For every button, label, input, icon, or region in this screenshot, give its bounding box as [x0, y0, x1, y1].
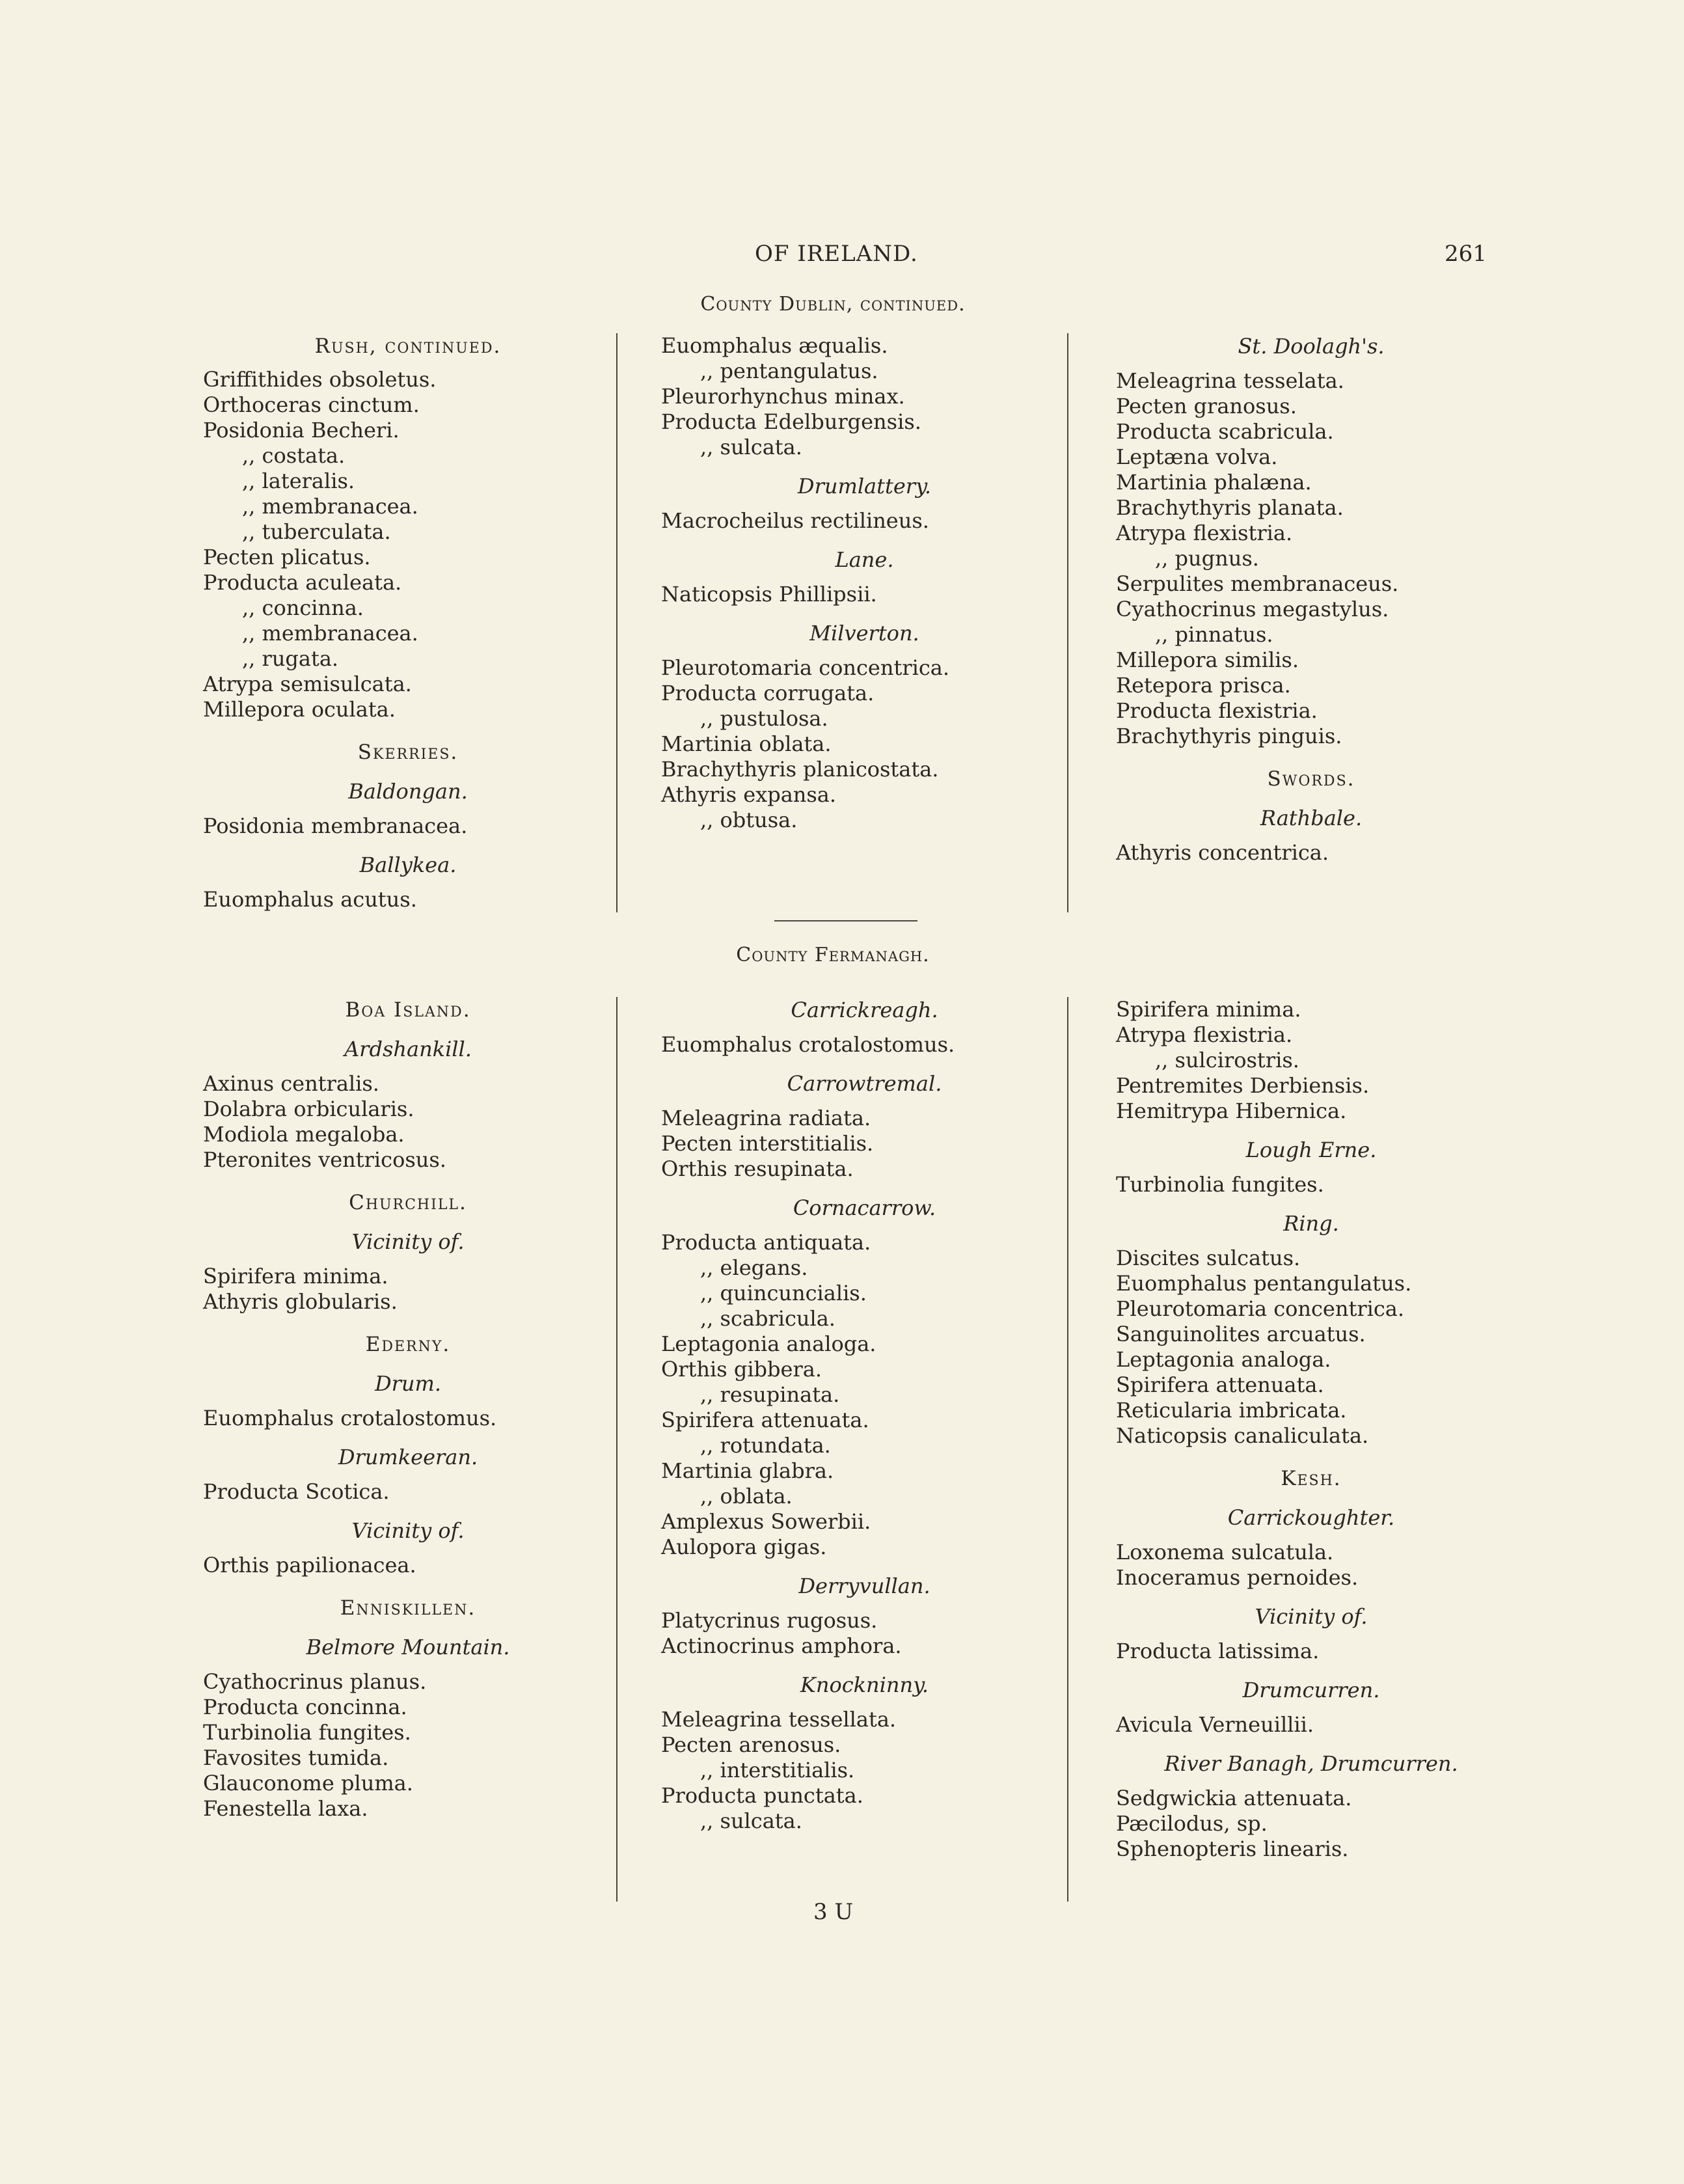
column-2: [661, 333, 1068, 912]
species-entry: Meleagrina tesselata.: [1116, 368, 1344, 393]
species-entry: Loxonema sulcatula.: [1116, 1540, 1334, 1564]
column-rule: [616, 333, 618, 912]
species-entry: Martinia phalæna.: [1116, 470, 1312, 495]
section-county-fermanagh: [0, 944, 1684, 1907]
running-head: OF IRELAND.: [755, 241, 918, 267]
species-entry: Favosites tumida.: [203, 1745, 389, 1770]
species-entry: Atrypa flexistria.: [1116, 521, 1293, 545]
species-entry: Pecten plicatus.: [203, 545, 371, 569]
columns: [0, 333, 1684, 912]
species-entry: Producta Scotica.: [203, 1479, 390, 1504]
place-heading: Baldongan.: [348, 779, 468, 804]
locality-heading: Enniskillen.: [340, 1596, 476, 1620]
place-heading: Carrickoughter.: [1227, 1505, 1395, 1530]
species-entry: Euomphalus crotalostomus.: [661, 1032, 955, 1057]
species-entry: Euomphalus pentangulatus.: [1116, 1271, 1412, 1296]
species-entry: Brachythyris planata.: [1116, 495, 1344, 520]
species-entry: Aulopora gigas.: [661, 1535, 827, 1559]
species-entry: Leptagonia analoga.: [1116, 1347, 1331, 1372]
species-entry: Orthis papilionacea.: [203, 1553, 416, 1577]
species-entry: Orthis resupinata.: [661, 1156, 854, 1181]
place-heading: Carrickreagh.: [791, 998, 938, 1022]
place-heading: Drumlattery.: [797, 474, 932, 498]
place-heading: Ardshankill.: [344, 1037, 472, 1061]
species-entry: Cyathocrinus planus.: [203, 1669, 427, 1694]
species-entry: Dolabra orbicularis.: [203, 1097, 414, 1121]
species-entry: Griffithides obsoletus.: [203, 367, 437, 392]
species-entry: Posidonia Becheri.: [203, 418, 400, 443]
species-entry-ditto: ,, concinna.: [242, 595, 364, 620]
species-entry: Discites sulcatus.: [1116, 1246, 1301, 1270]
species-entry-ditto: ,, resupinata.: [700, 1382, 840, 1407]
column-1: [203, 997, 613, 1902]
place-heading: Milverton.: [809, 621, 919, 646]
species-entry-ditto: ,, elegans.: [700, 1255, 808, 1280]
species-entry: Retepora prisca.: [1116, 673, 1291, 698]
species-entry-ditto: ,, pustulosa.: [700, 706, 828, 731]
species-entry-ditto: ,, costata.: [242, 443, 346, 468]
place-heading: Ring.: [1283, 1211, 1339, 1236]
species-entry: Atrypa semisulcata.: [203, 672, 412, 696]
species-entry: Amplexus Sowerbii.: [661, 1509, 871, 1534]
locality-heading: Boa Island.: [345, 998, 471, 1022]
section-heading: County Fermanagh.: [736, 944, 930, 966]
place-heading: Cornacarrow.: [793, 1195, 936, 1220]
species-entry: Euomphalus crotalostomus.: [203, 1406, 497, 1430]
species-entry: Spirifera minima.: [203, 1264, 388, 1289]
species-entry: Euomphalus æqualis.: [661, 333, 888, 358]
column-rule: [1067, 997, 1068, 1902]
species-entry: Actinocrinus amphora.: [661, 1633, 902, 1658]
species-entry: Brachythyris planicostata.: [661, 757, 939, 782]
species-entry: Pleurotomaria concentrica.: [661, 655, 950, 680]
place-heading: Vicinity of.: [1255, 1604, 1368, 1629]
place-heading: Knockninny.: [800, 1672, 929, 1697]
species-entry: Sphenopteris linearis.: [1116, 1836, 1349, 1861]
species-entry: Meleagrina radiata.: [661, 1106, 871, 1130]
species-entry-ditto: ,, pentangulatus.: [700, 359, 878, 383]
species-entry-ditto: ,, tuberculata.: [242, 519, 391, 544]
species-entry: Martinia oblata.: [661, 731, 832, 756]
species-entry: Serpulites membranaceus.: [1116, 571, 1399, 596]
species-entry: Atrypa flexistria.: [1116, 1022, 1293, 1047]
species-entry: Sedgwickia attenuata.: [1116, 1786, 1352, 1810]
species-entry-ditto: ,, membranacea.: [242, 621, 418, 646]
species-entry: Fenestella laxa.: [203, 1796, 368, 1821]
species-entry: Spirifera attenuata.: [1116, 1372, 1324, 1397]
species-entry: Pecten granosus.: [1116, 394, 1297, 418]
species-entry: Reticularia imbricata.: [1116, 1398, 1347, 1423]
species-entry: Hemitrypa Hibernica.: [1116, 1099, 1347, 1123]
species-entry: Producta corrugata.: [661, 681, 875, 705]
species-entry: Euomphalus acutus.: [203, 887, 417, 912]
species-entry: Producta aculeata.: [203, 570, 402, 595]
species-entry: Modiola megaloba.: [203, 1122, 405, 1147]
species-entry-ditto: ,, rotundata.: [700, 1433, 831, 1458]
section-separator: [774, 920, 917, 921]
column-rule: [616, 997, 618, 1902]
place-heading: Lane.: [835, 547, 894, 572]
species-entry: Pteronites ventricosus.: [203, 1147, 446, 1172]
place-heading: Lough Erne.: [1245, 1138, 1377, 1162]
species-entry: Pentremites Derbiensis.: [1116, 1073, 1370, 1098]
section-county-dublin: [0, 293, 1684, 918]
locality-heading: Swords.: [1267, 767, 1355, 791]
species-entry: Meleagrina tessellata.: [661, 1707, 897, 1732]
species-entry-ditto: ,, sulcata.: [700, 435, 802, 459]
place-heading: Carrowtremal.: [787, 1071, 942, 1096]
species-entry: Inoceramus pernoides.: [1116, 1565, 1359, 1590]
species-entry: Sanguinolites arcuatus.: [1116, 1322, 1366, 1346]
species-entry-ditto: ,, scabricula.: [700, 1306, 835, 1331]
locality-heading: Churchill.: [349, 1191, 467, 1214]
species-entry: Pecten interstitialis.: [661, 1131, 874, 1156]
species-entry-ditto: ,, membranacea.: [242, 494, 418, 519]
species-entry: Cyathocrinus megastylus.: [1116, 597, 1389, 621]
species-entry: Orthis gibbera.: [661, 1357, 822, 1382]
place-heading: Belmore Mountain.: [306, 1635, 510, 1659]
species-entry: Leptæna volva.: [1116, 444, 1278, 469]
species-entry: Producta antiquata.: [661, 1230, 871, 1255]
species-entry: Avicula Verneuillii.: [1116, 1712, 1314, 1737]
species-entry: Producta scabricula.: [1116, 419, 1334, 444]
species-entry: Glauconome pluma.: [203, 1771, 413, 1795]
column-3: [1116, 333, 1506, 912]
species-entry-ditto: ,, sulcirostris.: [1155, 1048, 1299, 1072]
place-heading: St. Doolagh's.: [1238, 334, 1385, 359]
species-entry: Spirifera attenuata.: [661, 1408, 869, 1432]
columns: [0, 997, 1684, 1902]
species-entry: Turbinolia fungites.: [203, 1720, 411, 1745]
species-entry: Athyris globularis.: [203, 1289, 398, 1314]
species-entry: Pleurorhynchus minax.: [661, 384, 905, 409]
place-heading: Ballykea.: [359, 853, 457, 877]
species-entry-ditto: ,, obtusa.: [700, 808, 798, 832]
species-entry: Platycrinus rugosus.: [661, 1608, 878, 1633]
place-heading: Derryvullan.: [798, 1574, 930, 1598]
locality-heading: Kesh.: [1281, 1467, 1342, 1490]
section-heading: County Dublin, continued.: [700, 293, 966, 316]
species-entry: Athyris concentrica.: [1116, 840, 1329, 865]
column-1: [203, 333, 613, 912]
species-entry: Axinus centralis.: [203, 1071, 379, 1096]
species-entry-ditto: ,, pinnatus.: [1155, 622, 1273, 647]
place-heading: Vicinity of.: [351, 1518, 465, 1543]
column-3: [1116, 997, 1506, 1902]
column-rule: [1067, 333, 1068, 912]
species-entry-ditto: ,, interstitialis.: [700, 1758, 855, 1782]
species-entry-ditto: ,, rugata.: [242, 646, 339, 671]
species-entry: Naticopsis canaliculata.: [1116, 1423, 1369, 1448]
species-entry: Martinia glabra.: [661, 1458, 834, 1483]
column-2: [661, 997, 1068, 1902]
species-entry-ditto: ,, pugnus.: [1155, 546, 1259, 571]
species-entry: Spirifera minima.: [1116, 997, 1301, 1022]
place-heading: Vicinity of.: [351, 1229, 465, 1254]
place-heading: River Banagh, Drumcurren.: [1164, 1751, 1458, 1776]
species-entry: Macrocheilus rectilineus.: [661, 508, 929, 533]
locality-heading: Ederny.: [365, 1333, 451, 1356]
species-entry: Leptagonia analoga.: [661, 1331, 876, 1356]
place-heading: Drum.: [374, 1371, 442, 1396]
species-entry: Pleurotomaria concentrica.: [1116, 1296, 1405, 1321]
species-entry: Posidonia membranacea.: [203, 813, 468, 838]
species-entry: Producta latissima.: [1116, 1639, 1320, 1663]
species-entry-ditto: ,, sulcata.: [700, 1809, 802, 1833]
species-entry: Turbinolia fungites.: [1116, 1172, 1324, 1197]
place-heading: Drumcurren.: [1242, 1678, 1380, 1702]
species-entry-ditto: ,, quincuncialis.: [700, 1281, 867, 1305]
species-entry: Producta concinna.: [203, 1695, 407, 1719]
species-entry: Orthoceras cinctum.: [203, 392, 420, 417]
page-header: [0, 241, 1684, 273]
species-entry: Athyris expansa.: [661, 782, 837, 807]
locality-heading: Skerries.: [357, 741, 459, 764]
species-entry-ditto: ,, oblata.: [700, 1484, 793, 1508]
species-entry: Millepora oculata.: [203, 697, 396, 722]
species-entry: Producta flexistria.: [1116, 698, 1318, 723]
locality-heading: Rush, continued.: [314, 334, 502, 358]
signature-mark: 3 U: [813, 1899, 854, 1925]
place-heading: Rathbale.: [1260, 806, 1363, 830]
species-entry: Pecten arenosus.: [661, 1732, 841, 1757]
species-entry: Producta Edelburgensis.: [661, 409, 921, 434]
species-entry: Pæcilodus, sp.: [1116, 1811, 1268, 1836]
place-heading: Drumkeeran.: [338, 1445, 478, 1469]
species-entry: Millepora similis.: [1116, 648, 1299, 672]
species-entry-ditto: ,, lateralis.: [242, 469, 355, 493]
species-entry: Producta punctata.: [661, 1783, 863, 1808]
page-number: 261: [1445, 241, 1487, 267]
species-entry: Brachythyris pinguis.: [1116, 724, 1342, 748]
species-entry: Naticopsis Phillipsii.: [661, 582, 877, 607]
